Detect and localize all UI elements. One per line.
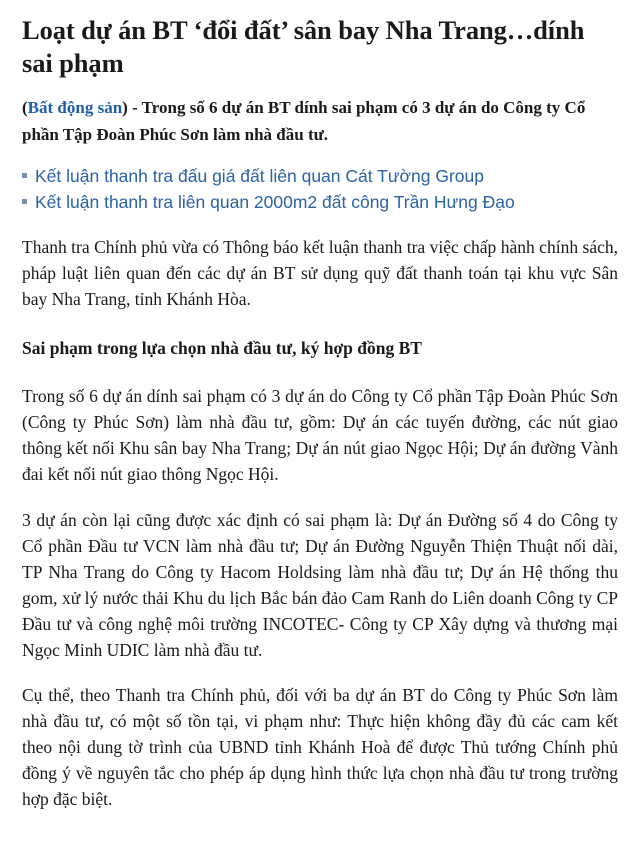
body-paragraph-4: Cụ thể, theo Thanh tra Chính phủ, đối với ba dự án BT do Công ty Phúc Sơn làm nhà đầu tư, có một số tồn tại, vi phạm như: Thực hiện không đầy đủ các cam kết theo nội dung tờ trình của UBND tỉnh Khánh Hoà để được Thủ tướng Chính phủ đồng ý về nguyên tắc cho phép áp dụng hình thức lựa chọn nhà đầu tư trong trường hợp đặc biệt. [22,685,618,809]
related-link-item[interactable] [22,163,618,189]
category-link[interactable]: Bất động sản [27,98,123,117]
related-link-text[interactable]: Kết luận thanh tra đấu giá đất liên quan Cát Tường Group [35,166,485,186]
sapo-separator: ) - [122,98,142,117]
bullet-icon [22,199,27,204]
related-link-text[interactable]: Kết luận thanh tra liên quan 2000m2 đất công Trần Hưng Đạo [35,192,515,212]
body-paragraph-3: 3 dự án còn lại cũng được xác định có sai phạm là: Dự án Đường số 4 do Công ty Cổ phần Đầu tư VCN làm nhà đầu tư; Dự án Đường Nguyễn Thiện Thuật nối dài, TP Nha Trang do Công ty Hacom Holdsing làm nhà đầu tư; Dự án Hệ thống thu gom, xử lý nước thải Khu du lịch Bắc bán đảo Cam Ranh do Liên doanh Công ty CP Đầu tư và công nghệ môi trường INCOTEC- Công ty CP Xây dựng và thương mại Ngọc Minh UDIC làm nhà đầu tư. [22,510,618,660]
article-sapo [22,94,618,148]
related-link-item[interactable] [22,189,618,215]
sapo-open-paren: ( [22,98,28,117]
subheading: Sai phạm trong lựa chọn nhà đầu tư, ký hợp đồng BT [22,338,422,358]
bullet-icon [22,173,27,178]
article [22,14,618,812]
body-paragraph-1: Thanh tra Chính phủ vừa có Thông báo kết luận thanh tra việc chấp hành chính sách, pháp luật liên quan đến các dự án BT sử dụng quỹ đất thanh toán tại khu vực Sân bay Nha Trang, tỉnh Khánh Hòa. [22,237,618,309]
article-title: Loạt dự án BT ‘đổi đất’ sân bay Nha Trang…dính sai phạm [22,15,585,78]
related-links [22,163,618,215]
body-paragraph-2: Trong số 6 dự án dính sai phạm có 3 dự án do Công ty Cổ phần Tập Đoàn Phúc Sơn (Công ty Phúc Sơn) làm nhà đầu tư, gồm: Dự án các tuyến đường, các nút giao thông kết nối Khu sân bay Nha Trang; Dự án nút giao Ngọc Hội; Dự án đường Vành đai kết nối nút giao thông Ngọc Hội. [22,386,618,484]
sapo-text: Trong số 6 dự án BT dính sai phạm có 3 dự án do Công ty Cổ phần Tập Đoàn Phúc Sơn làm nhà đầu tư. [22,98,586,144]
